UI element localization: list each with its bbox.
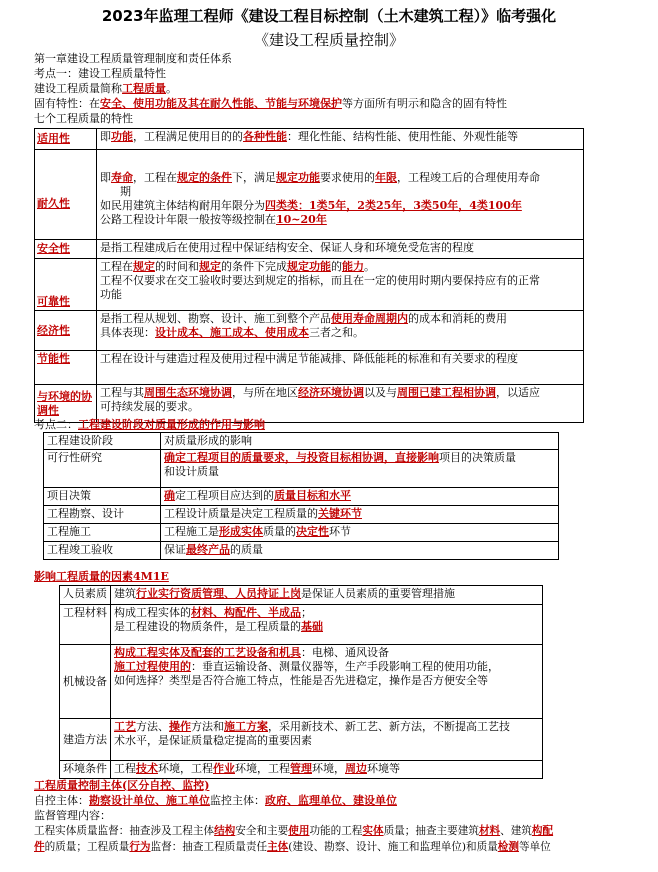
factors-table	[59, 585, 543, 779]
impact-cell: 工程设计质量是决定工程质量的关键环节	[161, 506, 559, 524]
property-desc: 工程在规定的时间和规定的条件下完成规定功能的能力。 工程不仅要求在交工验收时要达到规定的指标，而且在一定的使用时期内要保持应有的正常 功能	[97, 259, 584, 311]
factor-desc: 构成工程实体的材料、构配件、半成品； 是工程建设的物质条件，是工程质量的基础	[111, 605, 543, 645]
table-row	[35, 351, 584, 385]
table-row	[60, 586, 543, 605]
property-label: 经济性	[35, 311, 97, 351]
property-label: 适用性	[35, 129, 97, 150]
subject-heading: 工程质量控制主体(区分自控、监控)	[34, 779, 210, 792]
table-row	[44, 542, 559, 560]
factor-key: 工程材料	[60, 605, 111, 645]
factor-key: 人员素质	[60, 586, 111, 605]
factor-desc: 建筑行业实行资质管理、人员持证上岗是保证人员素质的重要管理措施	[111, 586, 543, 605]
table-row	[60, 761, 543, 779]
stage-cell: 可行性研究	[44, 450, 161, 488]
table-row	[35, 259, 584, 311]
properties-table	[34, 128, 584, 423]
table-row	[44, 506, 559, 524]
table-row	[60, 719, 543, 761]
quality-abbrev: 建设工程质量简称工程质量。	[34, 82, 177, 95]
factors-heading: 影响工程质量的因素4M1E	[34, 570, 169, 583]
table-row	[35, 129, 584, 150]
impact-cell: 确定工程项目应达到的质量目标和水平	[161, 488, 559, 506]
page-title: 2023年监理工程师《建设工程目标控制（土木建筑工程）》临考强化	[101, 7, 557, 25]
page-subtitle: 《建设工程质量控制》	[253, 31, 404, 49]
stage-table	[43, 432, 559, 560]
point1-heading: 考点一：建设工程质量特性	[34, 67, 166, 80]
impact-cell: 工程施工是形成实体质量的决定性环节	[161, 524, 559, 542]
table-row	[60, 645, 543, 719]
stage-header: 工程建设阶段	[44, 433, 161, 450]
impact-cell: 确定工程项目的质量要求，与投资目标相协调，直接影响项目的决策质量 和设计质量	[161, 450, 559, 488]
factor-key: 环境条件	[60, 761, 111, 779]
table-row	[35, 385, 584, 423]
supervision-heading: 监督管理内容：	[34, 809, 111, 822]
point2-heading: 考点二：工程建设阶段对质量形成的作用与影响	[34, 418, 265, 431]
table-row	[44, 433, 559, 450]
impact-cell: 保证最终产品的质量	[161, 542, 559, 560]
factor-key: 建造方法	[60, 719, 111, 761]
property-desc: 即功能，工程满足使用目的的各种性能：理化性能、结构性能、使用性能、外观性能等	[97, 129, 584, 150]
impact-header: 对质量形成的影响	[161, 433, 559, 450]
table-row	[35, 240, 584, 259]
factor-desc: 构成工程实体及配套的工艺设备和机具：电梯、通风设备 施工过程使用的：垂直运输设备、测量仪器等，生产手段影响工程的使用功能， 如何选择？类型是否符合施工特点，性能是否先进稳定，操作是否方便安全等	[111, 645, 543, 719]
inherent-property: 固有特性：在安全、使用功能及其在耐久性能、节能与环境保护等方面所有明示和隐含的固有特性	[34, 97, 507, 110]
property-label: 耐久性	[35, 170, 97, 240]
table-row	[44, 450, 559, 488]
property-label: 安全性	[35, 240, 97, 259]
property-desc: 是指工程从规划、勘察、设计、施工到整个产品使用寿命周期内的成本和消耗的费用 具体表现：设计成本、施工成本、使用成本三者之和。	[97, 311, 584, 351]
table-row	[44, 524, 559, 542]
property-desc: 即寿命，工程在规定的条件下，满足规定功能要求使用的年限，工程竣工后的合理使用寿命 期 如民用建筑主体结构耐用年限分为四类类：1类5年，2类25年，3类50年，4类100年 公路工程设计年限一般按等级控制在10~20年	[97, 170, 584, 240]
supervision-line-1: 工程实体质量监督：抽查涉及工程主体结构安全和主要使用功能的工程实体质量；抽查主要建筑材料、建筑构配	[34, 825, 554, 837]
table-row	[44, 488, 559, 506]
stage-cell: 工程施工	[44, 524, 161, 542]
stage-cell: 项目决策	[44, 488, 161, 506]
factor-desc: 工程技术环境，工程作业环境，工程管理环境，周边环境等	[111, 761, 543, 779]
property-label: 与环境的协调性	[35, 385, 97, 423]
chapter-heading: 第一章建设工程质量管理制度和责任体系	[34, 52, 232, 65]
seven-properties: 七个工程质量的特性	[34, 112, 133, 125]
table-row	[35, 170, 584, 240]
supervision-line-2: 件的质量；工程质量行为监督：抽查工程质量责任主体(建设、勘察、设计、施工和监理单位)和质量检测等单位	[34, 841, 551, 853]
factor-desc: 工艺方法、操作方法和施工方案，采用新技术、新工艺、新方法，不断提高工艺技 术水平，是保证质量稳定提高的重要因素	[111, 719, 543, 761]
factor-key: 机械设备	[60, 645, 111, 719]
property-label: 可靠性	[35, 259, 97, 311]
property-desc: 是指工程建成后在使用过程中保证结构安全、保证人身和环境免受危害的程度	[97, 240, 584, 259]
table-row	[35, 311, 584, 351]
control-subjects: 自控主体：勘察设计单位、施工单位监控主体：政府、监理单位、建设单位	[34, 794, 397, 807]
stage-cell: 工程勘察、设计	[44, 506, 161, 524]
property-desc: 工程与其周围生态环境协调，与所在地区经济环境协调以及与周围已建工程相协调，以适应 可持续发展的要求。	[97, 385, 584, 423]
property-desc: 工程在设计与建造过程及使用过程中满足节能减排、降低能耗的标准和有关要求的程度	[97, 351, 584, 385]
property-label: 节能性	[35, 351, 97, 385]
stage-cell: 工程竣工验收	[44, 542, 161, 560]
table-row	[60, 605, 543, 645]
